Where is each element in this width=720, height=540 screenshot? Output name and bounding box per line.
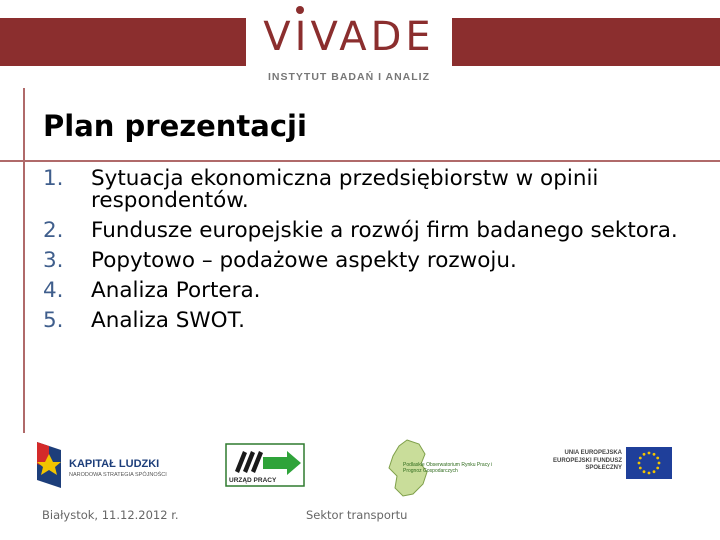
agenda-item-text: Fundusze europejskie a rozwój firm badanego sektora. xyxy=(91,218,678,243)
agenda-list xyxy=(43,168,683,340)
eu-flag-icon xyxy=(626,447,672,479)
footer-topic: Sektor transportu xyxy=(306,508,408,522)
agenda-item-number: 5. xyxy=(43,308,64,333)
kapital-ludzki-subtitle: NARODOWA STRATEGIA SPÓJNOŚCI xyxy=(69,472,167,478)
agenda-item-number: 1. xyxy=(43,166,64,191)
kapital-ludzki-flag-icon xyxy=(35,440,63,490)
accent-horizontal-line xyxy=(0,160,720,162)
eu-text: UNIA EUROPEJSKA EUROPEJSKI FUNDUSZ SPOŁECZNY xyxy=(552,450,622,471)
agenda-item xyxy=(43,220,683,242)
agenda-item xyxy=(43,280,683,302)
urzad-pracy-label: URZĄD PRACY xyxy=(229,477,277,484)
kapital-ludzki-logo xyxy=(35,440,175,492)
eu-logo xyxy=(540,438,680,488)
agenda-item xyxy=(43,250,683,272)
obserwatorium-text: Podlaskie Obserwatorium Rynku Pracy i Prognoz Gospodarczych xyxy=(403,462,493,474)
urzad-pracy-logo xyxy=(225,443,307,489)
footer-date-place: Białystok, 11.12.2012 r. xyxy=(42,508,179,522)
obserwatorium-logo xyxy=(385,438,505,498)
brand-logo: VIVADE xyxy=(263,14,435,60)
agenda-item xyxy=(43,310,683,332)
brand-logo-dot-icon xyxy=(296,6,304,14)
agenda-item-number: 2. xyxy=(43,218,64,243)
agenda-item-text: Popytowo – podażowe aspekty rozwoju. xyxy=(91,248,517,273)
agenda-item-number: 4. xyxy=(43,278,64,303)
kapital-ludzki-title: KAPITAŁ LUDZKI xyxy=(69,458,160,470)
agenda-item-text: Analiza Portera. xyxy=(91,278,261,303)
agenda-item xyxy=(43,168,683,212)
agenda-item-text: Sytuacja ekonomiczna przedsiębiorstw w opinii respondentów. xyxy=(91,166,599,213)
brand-subtitle: INSTYTUT BADAŃ I ANALIZ xyxy=(267,71,431,83)
agenda-item-number: 3. xyxy=(43,248,64,273)
slide-title: Plan prezentacji xyxy=(43,109,307,143)
agenda-item-text: Analiza SWOT. xyxy=(91,308,245,333)
accent-vertical-line xyxy=(23,88,25,433)
